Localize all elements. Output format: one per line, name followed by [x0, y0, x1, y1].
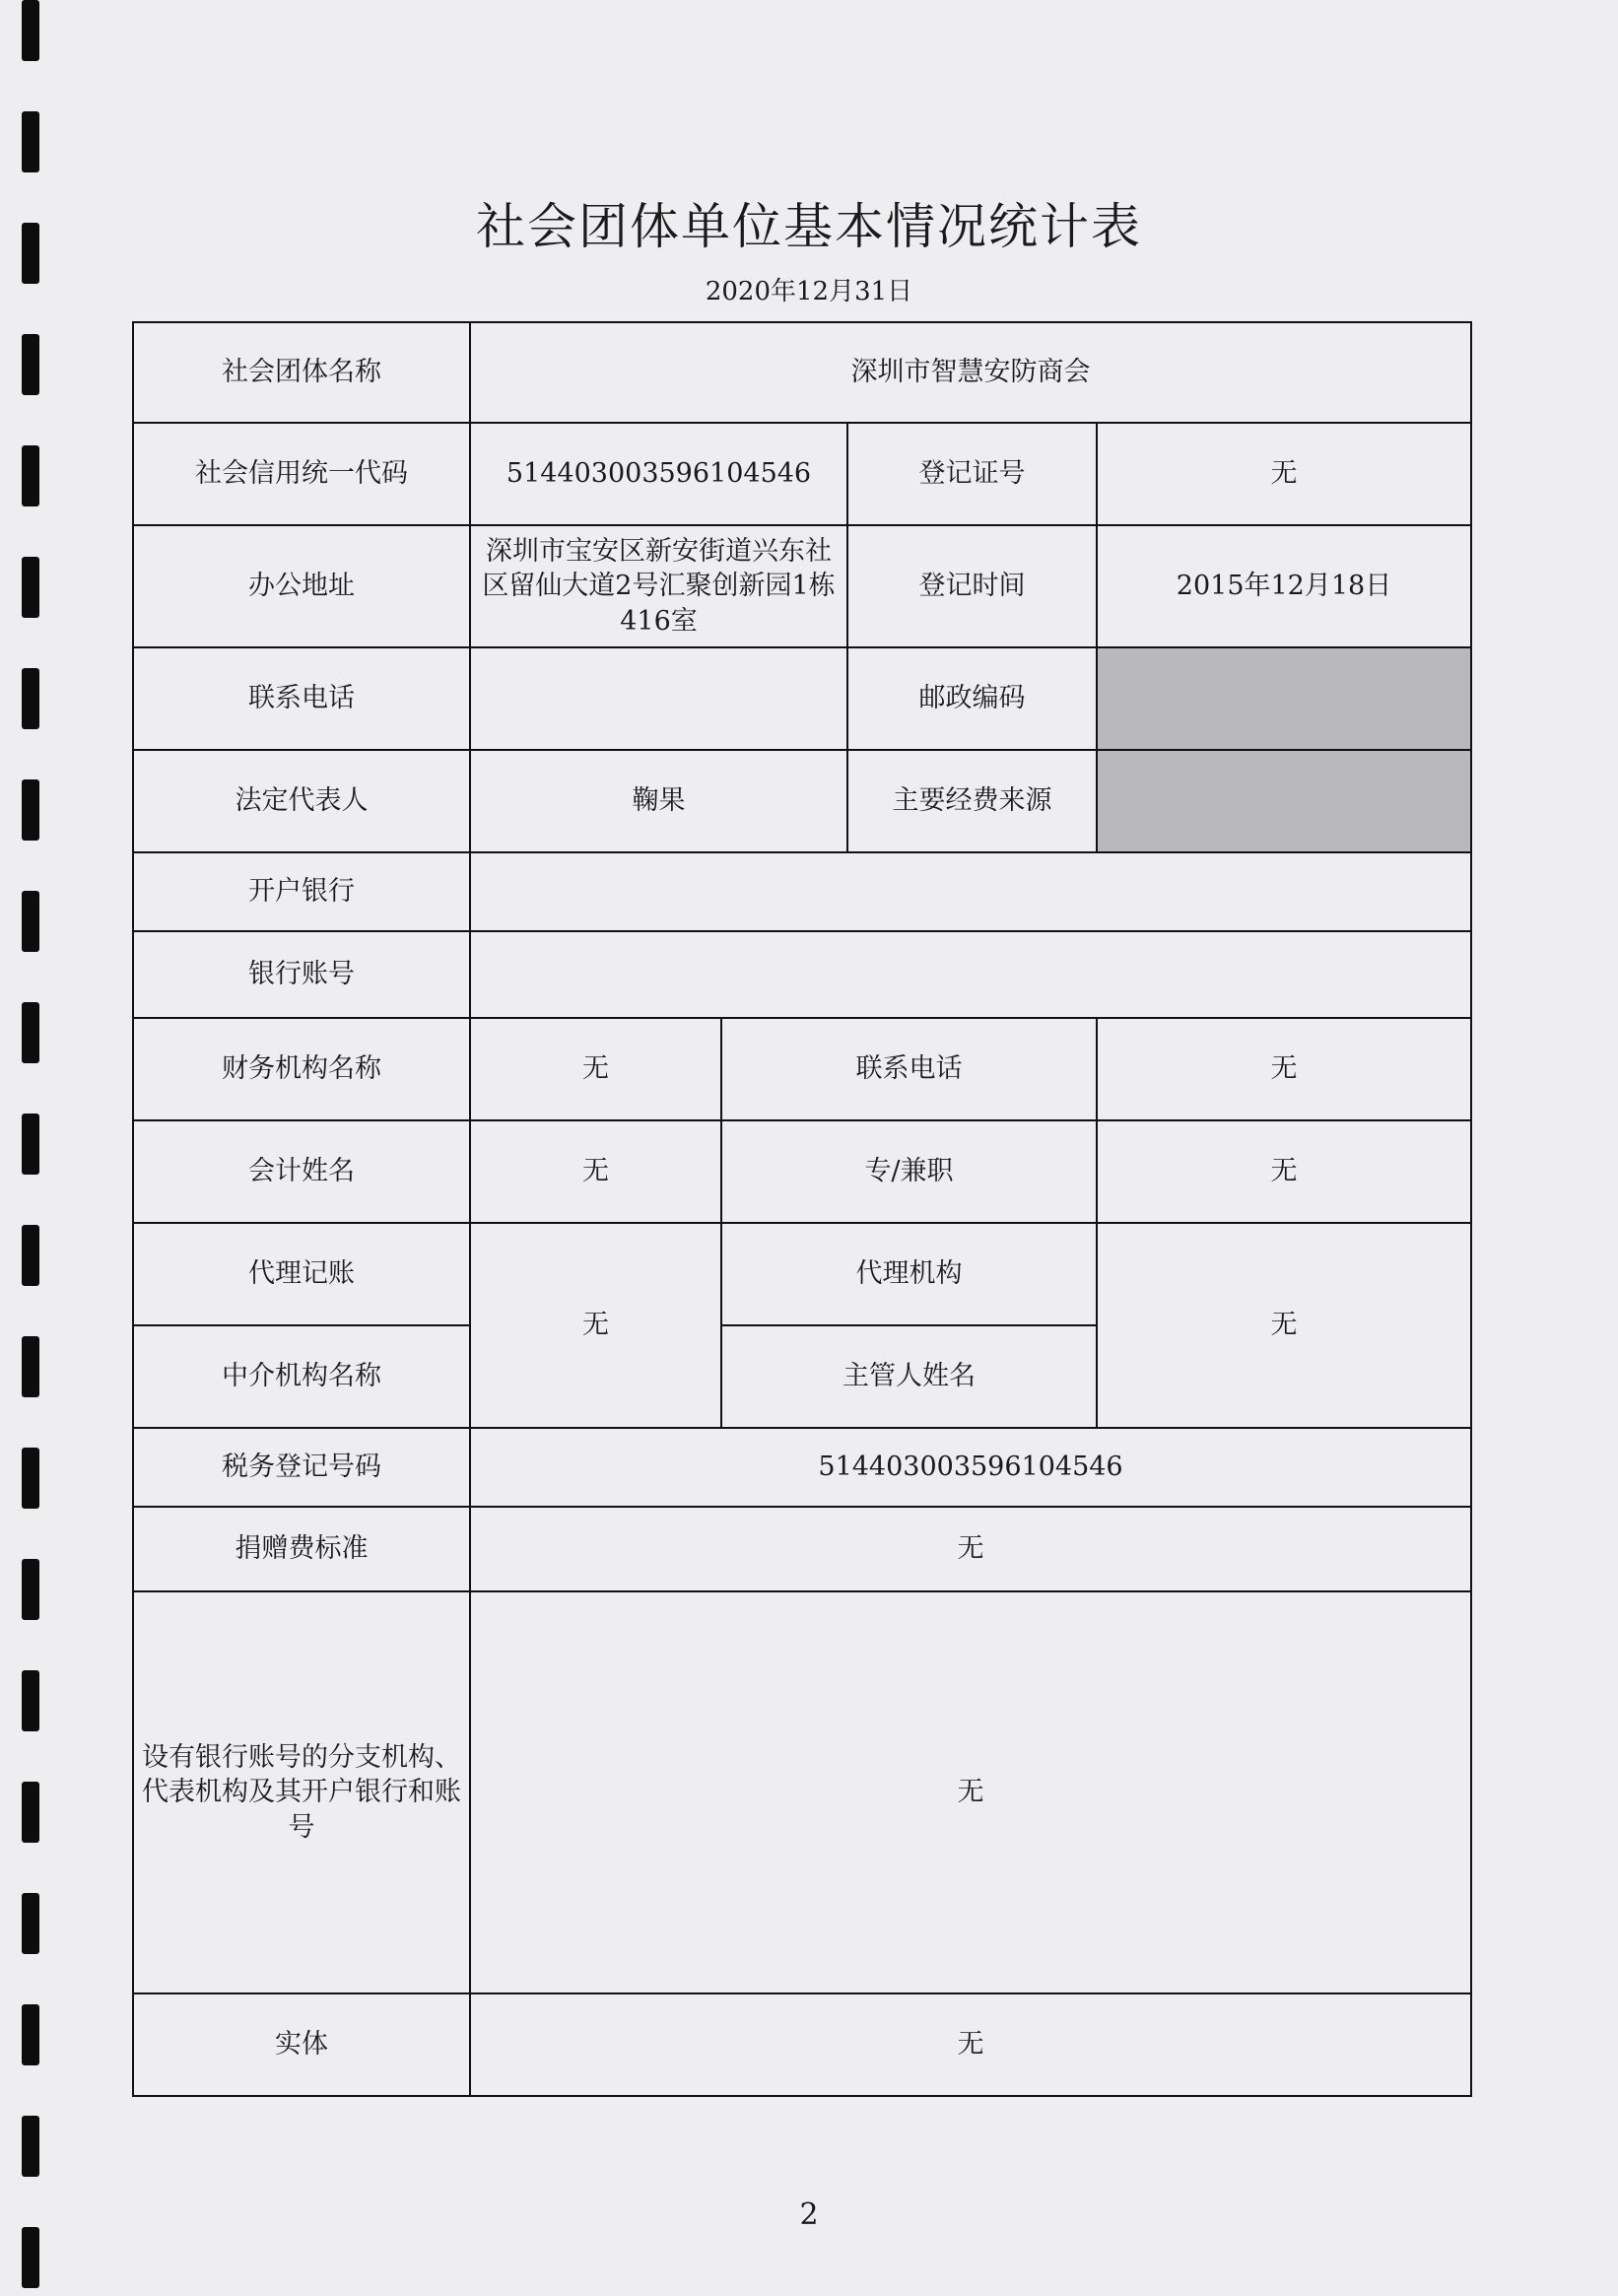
row-bank: [133, 852, 1471, 931]
binding-hole: [22, 668, 39, 729]
value-funding-redacted: [1097, 750, 1471, 852]
label-bank: 开户银行: [133, 852, 470, 931]
label-agent-bookkeeping: 代理记账: [133, 1223, 470, 1325]
value-entity: 无: [470, 1993, 1471, 2096]
row-entity: [133, 1993, 1471, 2096]
binding-hole: [22, 557, 39, 618]
row-legal-rep: [133, 750, 1471, 852]
label-legal-rep: 法定代表人: [133, 750, 470, 852]
binding-hole: [22, 1002, 39, 1063]
value-bank: [470, 852, 1471, 931]
binding-hole: [22, 2004, 39, 2065]
report-date: 2020年12月31日: [705, 277, 913, 306]
row-branches: [133, 1591, 1471, 1993]
value-reg-no: 无: [1097, 423, 1471, 525]
value-phone: [470, 647, 847, 750]
row-address: [133, 525, 1471, 647]
label-funding: 主要经费来源: [847, 750, 1097, 852]
value-account: [470, 931, 1471, 1018]
label-account: 银行账号: [133, 931, 470, 1018]
binding-hole: [22, 1448, 39, 1509]
label-branches: 设有银行账号的分支机构、代表机构及其开户银行和账号: [133, 1591, 470, 1993]
value-branches: 无: [470, 1591, 1471, 1993]
value-finance-phone: 无: [1097, 1018, 1471, 1120]
value-finance-org: 无: [470, 1018, 721, 1120]
row-credit-code: [133, 423, 1471, 525]
value-legal-rep: 鞠果: [470, 750, 847, 852]
label-accountant: 会计姓名: [133, 1120, 470, 1223]
binding-hole: [22, 1893, 39, 1954]
binding-hole: [22, 2116, 39, 2177]
binding-hole: [22, 1782, 39, 1843]
value-credit-code: 514403003596104546: [470, 423, 847, 525]
row-finance-org: [133, 1018, 1471, 1120]
value-agent-bookkeeping: 无: [470, 1223, 721, 1428]
value-agent-org: 无: [1097, 1223, 1471, 1428]
label-phone: 联系电话: [133, 647, 470, 750]
value-job-type: 无: [1097, 1120, 1471, 1223]
value-donation: 无: [470, 1507, 1471, 1591]
row-phone: [133, 647, 1471, 750]
label-donation: 捐赠费标准: [133, 1507, 470, 1591]
label-supervisor: 主管人姓名: [721, 1325, 1097, 1428]
binding-hole: [22, 0, 39, 61]
row-accountant: [133, 1120, 1471, 1223]
label-job-type: 专/兼职: [721, 1120, 1097, 1223]
binding-hole: [22, 1559, 39, 1620]
label-finance-org: 财务机构名称: [133, 1018, 470, 1120]
binding-hole: [22, 1114, 39, 1175]
row-donation: [133, 1507, 1471, 1591]
label-credit-code: 社会信用统一代码: [133, 423, 470, 525]
label-finance-phone: 联系电话: [721, 1018, 1097, 1120]
label-org-name: 社会团体名称: [133, 322, 470, 423]
binding-hole: [22, 334, 39, 395]
label-entity: 实体: [133, 1993, 470, 2096]
info-table: [132, 321, 1472, 2097]
binding-hole: [22, 779, 39, 841]
binding-hole: [22, 1670, 39, 1731]
binding-hole: [22, 445, 39, 506]
value-accountant: 无: [470, 1120, 721, 1223]
row-tax-no: [133, 1428, 1471, 1507]
value-tax-no: 514403003596104546: [470, 1428, 1471, 1507]
value-address: 深圳市宝安区新安街道兴东社区留仙大道2号汇聚创新园1栋416室: [470, 525, 847, 647]
value-org-name: 深圳市智慧安防商会: [470, 322, 1471, 423]
binding-hole: [22, 891, 39, 952]
binding-hole: [22, 1225, 39, 1286]
label-agent-org: 代理机构: [721, 1223, 1097, 1325]
label-postcode: 邮政编码: [847, 647, 1097, 750]
label-reg-no: 登记证号: [847, 423, 1097, 525]
label-address: 办公地址: [133, 525, 470, 647]
label-tax-no: 税务登记号码: [133, 1428, 470, 1507]
value-postcode-redacted: [1097, 647, 1471, 750]
page-number: 2: [799, 2197, 819, 2232]
binding-hole: [22, 1336, 39, 1397]
binding-holes: [22, 0, 43, 2296]
label-intermediary: 中介机构名称: [133, 1325, 470, 1428]
binding-hole: [22, 111, 39, 172]
row-org-name: [133, 322, 1471, 423]
row-agent-bookkeeping: [133, 1223, 1471, 1325]
binding-hole: [22, 2227, 39, 2288]
page-title: 社会团体单位基本情况统计表: [476, 198, 1142, 255]
label-reg-date: 登记时间: [847, 525, 1097, 647]
row-account: [133, 931, 1471, 1018]
value-reg-date: 2015年12月18日: [1097, 525, 1471, 647]
